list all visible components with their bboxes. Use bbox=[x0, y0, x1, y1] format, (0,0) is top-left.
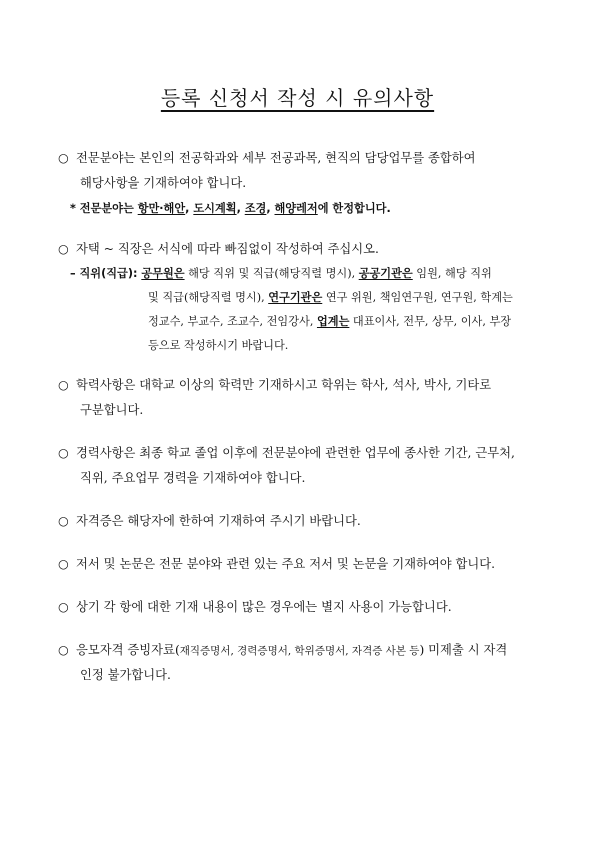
item-3-line-2: 구분합니다. bbox=[80, 403, 144, 417]
bullet-circle-icon: ○ bbox=[58, 151, 69, 165]
item-6-line-1: ○ 저서 및 논문은 전문 분야와 관련 있는 주요 저서 및 논문을 기재하여야 합니다. bbox=[58, 557, 496, 571]
item-3-line-1: ○ 학력사항은 대학교 이상의 학력만 기재하시고 학위는 학사, 석사, 박사, 기타로 bbox=[58, 378, 492, 392]
item-2-detail-line-4: 등으로 작성하시기 바랍니다. bbox=[148, 339, 289, 352]
item-2-line-1: ○ 자택 ~ 직장은 서식에 따라 빠짐없이 작성하여 주십시오. bbox=[58, 242, 379, 256]
item-1-note: * 전문분야는 항만·해안, 도시계획, 조경, 해양레저에 한정합니다. bbox=[70, 202, 391, 215]
item-5-line-1: ○ 자격증은 해당자에 한하여 기재하여 주시기 바랍니다. bbox=[58, 514, 361, 528]
bullet-circle-icon: ○ bbox=[58, 378, 69, 392]
item-1-line-2: 해당사항을 기재하여야 합니다. bbox=[80, 176, 247, 190]
bullet-circle-icon: ○ bbox=[58, 514, 69, 528]
bullet-circle-icon: ○ bbox=[58, 242, 69, 256]
item-7-line-1: ○ 상기 각 항에 대한 기재 내용이 많은 경우에는 별지 사용이 가능합니다. bbox=[58, 600, 452, 614]
item-8-line-2: 인정 불가합니다. bbox=[80, 668, 171, 682]
item-8-line-1: ○ 응모자격 증빙자료(재직증명서, 경력증명서, 학위증명서, 자격증 사본 등) 미제출 시 자격 bbox=[58, 643, 508, 657]
bullet-circle-icon: ○ bbox=[58, 600, 69, 614]
bullet-circle-icon: ○ bbox=[58, 557, 69, 571]
item-4-line-1: ○ 경력사항은 최종 학교 졸업 이후에 전문분야에 관련한 업무에 종사한 기간, 근무처, bbox=[58, 446, 515, 460]
item-4-line-2: 직위, 주요업무 경력을 기재하여야 합니다. bbox=[80, 471, 306, 485]
bullet-circle-icon: ○ bbox=[58, 643, 69, 657]
item-2-detail-line-3: 정교수, 부교수, 조교수, 전임강사, 업계는 대표이사, 전무, 상무, 이사, 부장 bbox=[148, 315, 512, 328]
page-title: 등록 신청서 작성 시 유의사항 bbox=[160, 86, 435, 110]
item-1-line-1: ○ 전문분야는 본인의 전공학과와 세부 전공과목, 현직의 담당업무를 종합하여 bbox=[58, 151, 476, 165]
item-2-detail-line-2: 및 직급(해당직렬 명시), 연구기관은 연구 위원, 책임연구원, 연구원, 학계는 bbox=[148, 291, 513, 304]
bullet-circle-icon: ○ bbox=[58, 446, 69, 460]
item-2-detail-line-1: – 직위(직급): 공무원은 해당 직위 및 직급(해당직렬 명시), 공공기관은 임원, 해당 직위 bbox=[70, 267, 492, 280]
